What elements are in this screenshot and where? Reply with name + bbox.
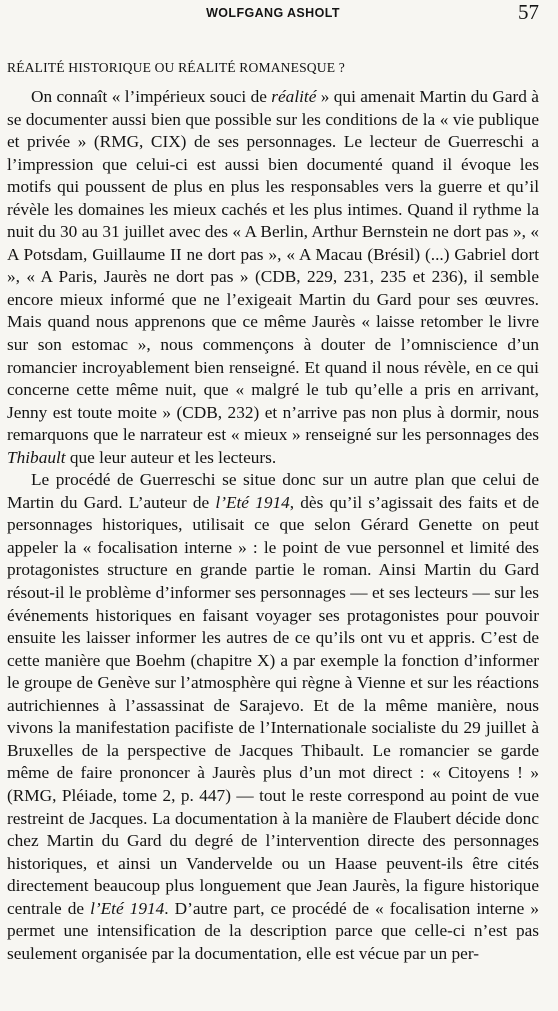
paragraph-1: [7, 86, 539, 469]
paragraph-2: [7, 469, 539, 965]
paragraph-2-text-a: Le procédé de Guerreschi se situe donc sur un autre plan que celui de Martin du Gard. L’auteur de: [7, 470, 539, 512]
paragraph-1-text-c: que leur auteur et les lecteurs.: [65, 447, 277, 467]
paragraph-1-italic-thibault: Thibault: [7, 447, 66, 467]
paragraph-2-italic-ete-1914: l’Eté 1914: [215, 492, 290, 512]
paragraph-2-italic-ete-1914-second: l’Eté 1914: [90, 898, 165, 918]
section-title: RÉALITÉ HISTORIQUE OU RÉALITÉ ROMANESQUE ?: [7, 60, 345, 75]
paragraph-1-text-b: » qui amenait Martin du Gard à se documenter aussi bien que possible sur les conditions de la « vie publique et privée » (RMG, CIX) de ses personnages. Le lecteur de Guerreschi a l’impression que celui-ci est aussi bien documenté quand il évoque les motifs qui poussent de plus en plus les responsables vers la guerre et qu’il révèle les domaines les mieux cachés et les plus intimes. Quand il rythme la nuit du 30 au 31 juillet avec des « A Berlin, Arthur Bernstein ne dort pas », « A Potsdam, Guillaume II ne dort pas », « A Macau (Brésil) (...) Gabriel dort », « A Paris, Jaurès ne dort pas » (CDB, 229, 231, 235 et 236), il semble encore mieux informé que ne l’exigeait Martin du Gard pour ses œuvres. Mais quand nous apprenons que ce même Jaurès « laisse retomber le livre sur son estomac », nous commençons à douter de l’omniscience d’un romancier incroyablement bien renseigné. Et quand il nous révèle, en ce qui concerne cette même nuit, que « malgré le tub qu’elle a pris en arrivant, Jenny est toute moite » (CDB, 232) et n’arrive pas non plus à dormir, nous remarquons que le narrateur est « mieux » renseigné sur les personnages des: [7, 87, 539, 445]
page-number: 57: [518, 0, 539, 24]
paragraph-2-text-b: , dès qu’il s’agissait des faits et de personnages historiques, utilisait ce que selon Gérard Genette on peut appeler la « focalisation interne » : le point de vue personnel et limité des protagonistes structure en grande partie le roman. Ainsi Martin du Gard résout-il le problème d’informer ses personnages — et ses lecteurs — sur les événements historiques en faisant voyager ses protagonistes pour pouvoir ensuite les laisser informer les autres de ce qu’ils ont vu et appris. C’est de cette manière que Boehm (chapitre X) a par exemple la fonction d’informer le groupe de Genève sur l’atmosphère qui règne à Vienne et sur les réactions autrichiennes à l’assassinat de Sarajevo. Et de la même manière, nous vivons la manifestation pacifiste de l’Internationale socialiste du 29 juillet à Bruxelles de la perspective de Jacques Thibault. Le romancier se garde même de faire prononcer à Jaurès plus d’un mot direct : « Citoyens ! » (RMG, Pléiade, tome 2, p. 447) — tout le reste correspond au point de vue restreint de Jacques. La documentation à la manière de Flaubert décide donc chez Martin du Gard du degré de l’intervention directe des personnages historiques, et ainsi un Vandervelde ou un Haase peuvent-ils être cités directement beaucoup plus longuement que Jean Jaurès, la figure historique centrale de: [7, 492, 540, 918]
paragraph-1-italic-realite: réalité: [271, 87, 317, 106]
running-head-author: WOLFGANG ASHOLT: [206, 6, 340, 20]
running-head: [7, 0, 539, 32]
paragraph-2-text-c: . D’autre part, ce procédé de « focalisation interne » permet une intensification de la description parce que celle-ci n’est pas seulement organisée par la documentation, elle est vécue par un per-: [7, 898, 540, 963]
paragraph-1-text-a: On connaît « l’impérieux souci de: [31, 87, 272, 106]
